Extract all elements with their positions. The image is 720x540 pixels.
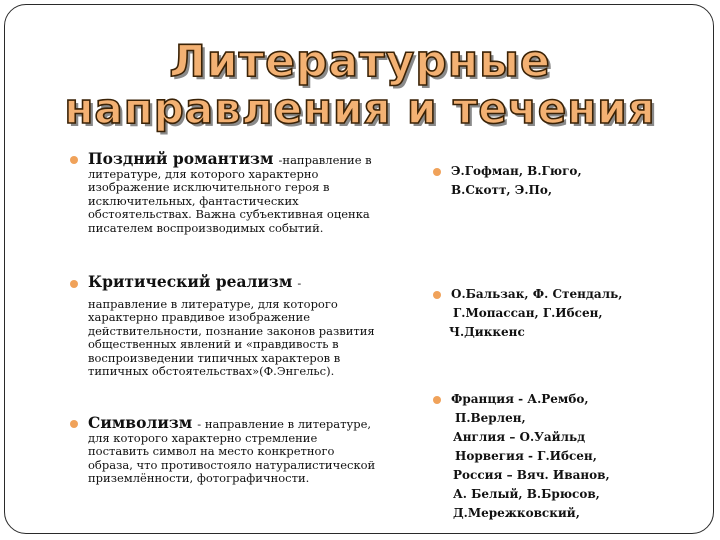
slide-title-line-1: Литературные — [169, 36, 551, 87]
writers-romanticism — [451, 162, 582, 200]
movement-definition-start: - направление в литературе, — [197, 417, 372, 431]
writers-line: О.Бальзак, Ф. Стендаль, — [451, 287, 623, 301]
bullet-icon — [433, 396, 441, 404]
writers-line: Г.Мопассан, Г.Ибсен, — [453, 306, 603, 320]
movement-term: Поздний романтизм — [88, 149, 274, 168]
movement-definition: для которого характерно стремление поставить символ на место конкретного образа, что противостояло натуралистической приземлённости, фотографичности. — [88, 431, 376, 486]
writers-line: Россия – Вяч. Иванов, — [453, 468, 610, 482]
writers-line: В.Скотт, Э.По, — [451, 183, 553, 197]
movement-definition-start: - — [297, 276, 302, 290]
writers-line: Э.Гофман, В.Гюго, — [451, 164, 582, 178]
movement-definition: направление в литературе, для которого характерно правдивое изображение действительности, познание законов развития общественных явлений и «правдивость в воспроизведении типичных характеров в типичных обстоятельствах»(Ф.Энгельс). — [88, 297, 375, 379]
writers-line: Ч.Диккенс — [449, 325, 525, 339]
writers-symbolism — [451, 390, 610, 523]
writers-line: Д.Мережковский, — [453, 506, 580, 520]
writers-line: П.Верлен, — [455, 411, 526, 425]
bullet-icon — [70, 280, 78, 288]
writers-line: Франция - А.Рембо, — [451, 392, 589, 406]
writers-line: Англия – О.Уайльд — [453, 430, 586, 444]
movement-definition-start: -направление в — [278, 153, 372, 167]
writers-realism — [451, 285, 622, 342]
movement-item-late-romanticism — [88, 149, 388, 235]
movement-item-critical-realism — [88, 272, 398, 378]
movement-definition: литературе, для которого характерно изображение исключительного героя в исключительных, фантастических обстоятельствах. Важна субъективная оценка писателем воспроизводимых событий. — [88, 167, 370, 235]
movement-term: Символизм — [88, 413, 193, 432]
writers-line: Норвегия - Г.Ибсен, — [455, 449, 597, 463]
bullet-icon — [70, 156, 78, 164]
movement-item-symbolism — [88, 413, 398, 486]
slide-title-line-2: направления и течения — [64, 84, 656, 133]
writers-line: А. Белый, В.Брюсов, — [453, 487, 600, 501]
bullet-icon — [433, 168, 441, 176]
bullet-icon — [70, 420, 78, 428]
movement-term: Критический реализм — [88, 272, 293, 291]
bullet-icon — [433, 291, 441, 299]
